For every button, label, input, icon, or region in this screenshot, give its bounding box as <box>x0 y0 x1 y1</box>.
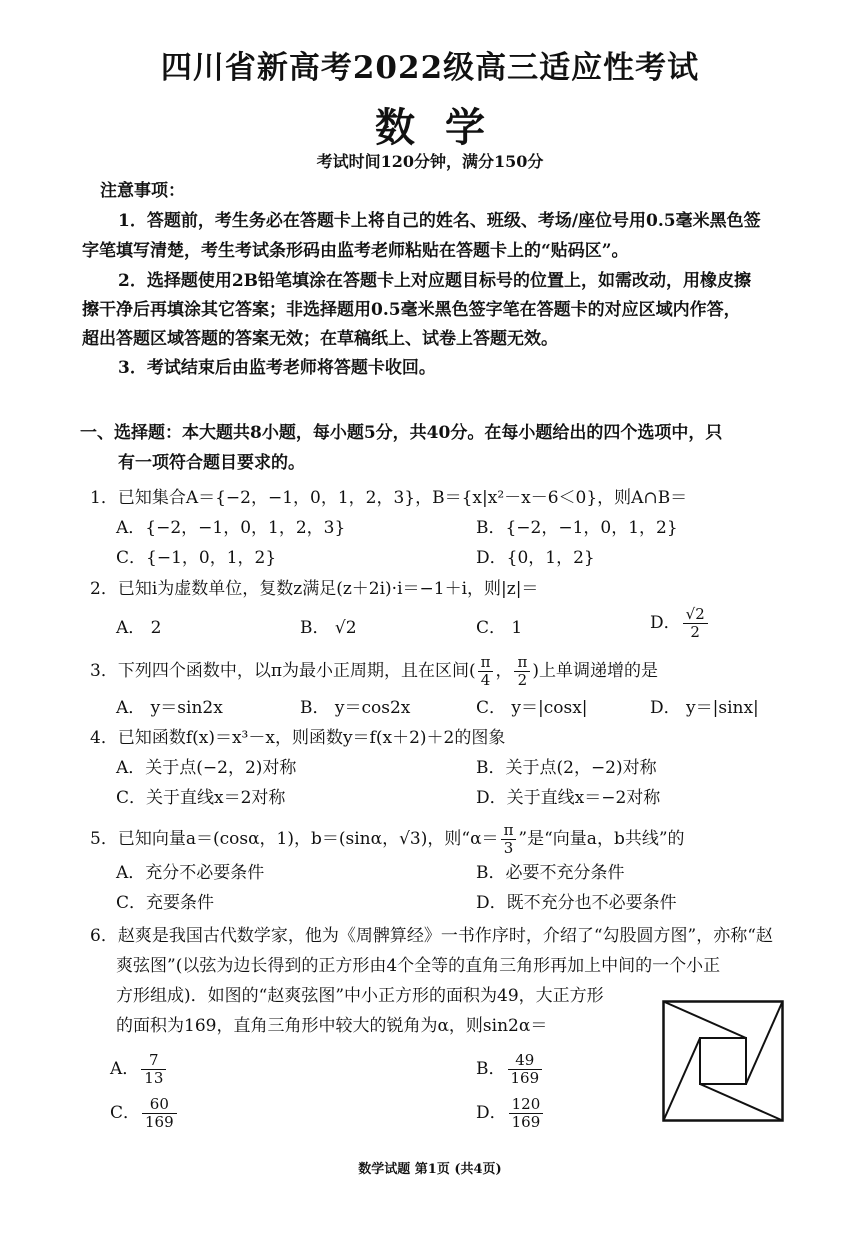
question-6-line-3: 方形组成)．如图的“赵爽弦图”中小正方形的面积为49，大正方形 <box>116 986 604 1006</box>
fraction-numerator: π <box>514 654 530 672</box>
question-6-option-b <box>476 1052 544 1087</box>
question-3-separator: ， <box>495 661 513 681</box>
question-6-option-b-fraction <box>508 1052 543 1087</box>
question-5-stem-start: 5．已知向量a＝(cosα，1)，b＝(sinα，√3)，则“α＝ <box>90 829 499 849</box>
question-4-option-d: D．关于直线x＝−2对称 <box>476 788 661 808</box>
fraction-numerator: 60 <box>142 1096 177 1114</box>
fraction-numerator: π <box>501 822 517 840</box>
triangle-edge-3 <box>700 1084 783 1121</box>
question-3-stem-start: 3．下列四个函数中，以π为最小正周期，且在区间( <box>90 661 476 681</box>
question-4-stem: 4．已知函数f(x)＝x³－x，则函数y＝f(x＋2)＋2的图象 <box>90 728 506 748</box>
question-6-line-2: 爽弦图”(以弦为边长得到的正方形由4个全等的直角三角形再加上中间的一个小正 <box>116 956 721 976</box>
triangle-edge-1 <box>664 1002 747 1039</box>
fraction-denominator: 169 <box>145 1113 174 1131</box>
fraction-denominator: 3 <box>503 839 514 857</box>
question-2-option-d-label: D． <box>650 613 681 633</box>
large-square <box>664 1002 783 1121</box>
note-2-line-1: 2．选择题使用2B铅笔填涂在答题卡上对应题目标号的位置上，如需改动，用橡皮擦 <box>118 271 752 291</box>
question-1-stem: 1．已知集合A＝{−2，−1，0，1，2，3}，B＝{x|x²－x－6＜0}，则A∩B＝ <box>90 488 688 508</box>
question-2-option-d <box>650 606 710 641</box>
question-5-option-c: C．充要条件 <box>116 893 215 913</box>
fraction-numerator: π <box>478 654 494 672</box>
question-4-option-a: A．关于点(−2，2)对称 <box>116 758 297 778</box>
fraction-denominator: 13 <box>144 1069 164 1087</box>
question-6-line-4: 的面积为169，直角三角形中较大的锐角为α，则sin2α＝ <box>116 1016 548 1036</box>
question-3-fraction-1 <box>478 654 494 689</box>
question-2-option-a: A． 2 <box>116 618 162 638</box>
question-6-option-c-fraction <box>142 1096 177 1131</box>
triangle-edge-4 <box>664 1038 701 1121</box>
question-6-option-a <box>110 1052 168 1087</box>
fraction-numerator: 7 <box>141 1052 166 1070</box>
question-3-stem <box>90 654 658 689</box>
option-label: B． <box>476 1059 506 1079</box>
section-1-heading-line-1: 一、选择题：本大题共8小题，每小题5分，共40分。在每小题给出的四个选项中，只 <box>80 423 723 443</box>
question-2-option-b: B． √2 <box>300 618 357 638</box>
question-6-option-d <box>476 1096 545 1131</box>
fraction-denominator: 4 <box>480 671 491 689</box>
option-label: A． <box>110 1059 140 1079</box>
fraction-numerator: 120 <box>509 1096 544 1114</box>
question-1-option-b: B．{−2，−1，0，1，2} <box>476 518 678 538</box>
question-3-stem-end: )上单调递增的是 <box>532 661 658 681</box>
fraction-denominator: 2 <box>517 671 528 689</box>
question-6-line-1: 6．赵爽是我国古代数学家，他为《周髀算经》一书作序时，介绍了“勾股圆方图”，亦称“赵 <box>90 926 773 946</box>
note-1-line-2: 字笔填写清楚，考生考试条形码由监考老师粘贴在答题卡上的“贴码区”。 <box>82 241 629 261</box>
question-3-option-b: B． y＝cos2x <box>300 698 411 718</box>
question-3-option-c: C． y＝|cosx| <box>476 698 588 718</box>
question-1-option-a: A．{−2，−1，0，1，2，3} <box>116 518 346 538</box>
note-3: 3．考试结束后由监考老师将答题卡收回。 <box>118 358 436 378</box>
question-5-option-a: A．充分不必要条件 <box>116 863 265 883</box>
fraction-numerator: √2 <box>683 606 708 624</box>
question-5-fraction <box>501 822 517 857</box>
note-2-line-2: 擦干净后再填涂其它答案；非选择题用0.5毫米黑色签字笔在答题卡的对应区域内作答， <box>82 300 741 320</box>
zhao-shuang-diagram <box>662 1000 784 1122</box>
section-1-heading-line-2: 有一项符合题目要求的。 <box>118 453 305 473</box>
fraction-denominator: 2 <box>690 623 700 641</box>
question-2-option-d-fraction <box>683 606 708 641</box>
question-1-option-c: C．{−1，0，1，2} <box>116 548 277 568</box>
question-5-option-d: D．既不充分也不必要条件 <box>476 893 677 913</box>
question-1-option-d: D．{0，1，2} <box>476 548 595 568</box>
page-footer: 数学试题 第1页 (共4页) <box>358 1162 502 1177</box>
question-4-option-b: B．关于点(2，−2)对称 <box>476 758 657 778</box>
fraction-numerator: 49 <box>508 1052 543 1070</box>
question-3-option-a: A． y＝sin2x <box>116 698 223 718</box>
question-2-stem: 2．已知i为虚数单位，复数z满足(z＋2i)·i＝−1＋i，则|z|＝ <box>90 579 539 599</box>
question-5-stem-end: ”是“向量a，b共线”的 <box>518 829 685 849</box>
note-1-line-1: 1．答题前，考生务必在答题卡上将自己的姓名、班级、考场/座位号用0.5毫米黑色签 <box>118 211 761 231</box>
triangle-edge-2 <box>746 1002 783 1085</box>
notes-heading: 注意事项： <box>100 181 185 201</box>
question-3-fraction-2 <box>514 654 530 689</box>
question-3-option-d: D． y＝|sinx| <box>650 698 759 718</box>
option-label: C． <box>110 1103 141 1123</box>
question-4-option-c: C．关于直线x＝2对称 <box>116 788 286 808</box>
time-info: 考试时间120分钟，满分150分 <box>316 152 544 171</box>
question-6-option-c <box>110 1096 179 1131</box>
question-5-stem <box>90 822 685 857</box>
question-6-option-d-fraction <box>509 1096 544 1131</box>
question-6-option-a-fraction <box>141 1052 166 1087</box>
subject-title: 数学 <box>375 104 515 151</box>
fraction-denominator: 169 <box>510 1069 540 1087</box>
note-2-line-3: 超出答题区域答题的答案无效；在草稿纸上、试卷上答题无效。 <box>82 329 558 349</box>
question-2-option-c: C． 1 <box>476 618 523 638</box>
fraction-denominator: 169 <box>511 1113 541 1131</box>
exam-title: 四川省新高考2022级高三适应性考试 <box>160 50 700 86</box>
question-5-option-b: B．必要不充分条件 <box>476 863 625 883</box>
small-square <box>700 1038 746 1084</box>
option-label: D． <box>476 1103 507 1123</box>
